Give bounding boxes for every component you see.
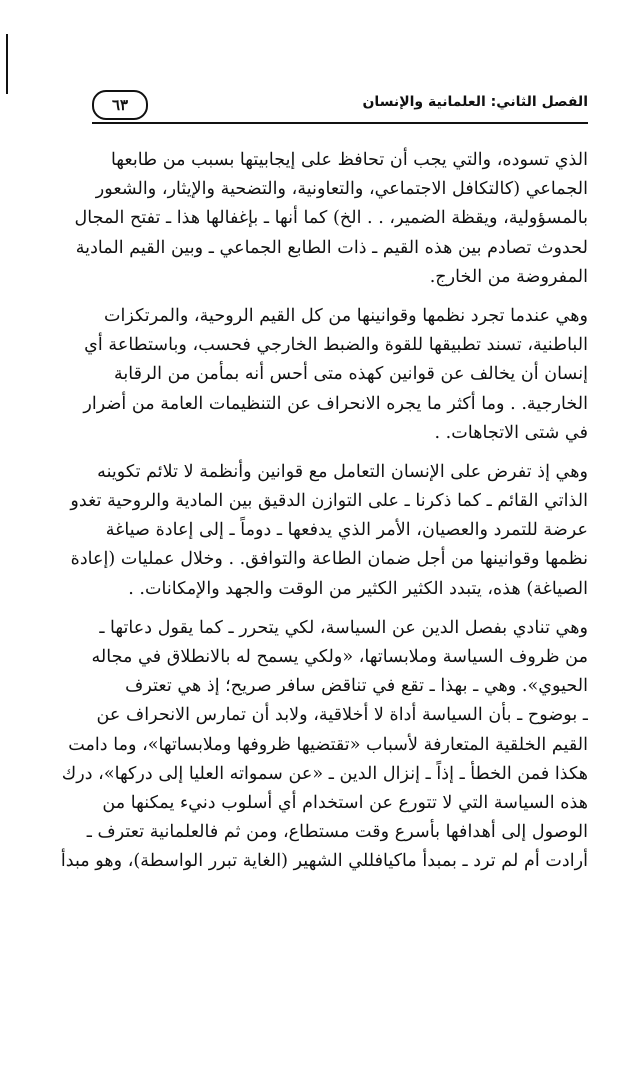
text-line: الحيوي». وهي ـ بهذا ـ تقع في تناقض سافر صريح؛ إذ هي تعترف xyxy=(125,676,588,697)
text-line: المفروضة من الخارج. xyxy=(429,266,588,287)
text-line: بالمسؤولية، ويقظة الضمير، . . الخ) كما أنها ـ بإغفالها هذا ـ تفتح المجال xyxy=(74,208,588,229)
page-header xyxy=(92,90,588,124)
text-line: وهي عندما تجرد نظمها وقوانينها من كل القيم الروحية، والمرتكزات xyxy=(103,305,588,326)
header-divider xyxy=(92,122,588,124)
text-line: نظمها وقوانينها من أجل ضمان الطاعة والتوافق. . وخلال عمليات (إعادة xyxy=(70,549,588,570)
paragraph-2 xyxy=(50,302,588,448)
text-line: القيم الخلقية المتعارفة لأسباب «تقتضيها ظروفها وملابساتها»، وما دامت xyxy=(68,734,588,755)
margin-rule xyxy=(6,34,8,94)
text-line: ـ بوضوح ـ بأن السياسة أداة لا أخلاقية، ولابد أن تمارس الانحراف عن xyxy=(96,705,588,726)
text-line: من ظروف السياسة وملابساتها، «ولكي يسمح له بالانطلاق في مجاله xyxy=(91,647,588,667)
text-line: لحدوث تصادم بين هذه القيم ـ ذات الطابع الجماعي ـ وبين القيم المادية xyxy=(75,237,588,258)
text-line: الذي تسوده، والتي يجب أن تحافظ على إيجابيتها بسبب من طابعها xyxy=(110,150,588,170)
text-line: الصياغة) هذه، يتبدد الكثير الكثير من الوقت والجهد والإمكانات. . xyxy=(128,578,588,599)
text-line: الوصول إلى أهدافها بأسرع وقت مستطاع، ومن ثم فالعلمانية تعترف ـ xyxy=(86,822,588,843)
paragraph-1 xyxy=(50,146,588,292)
text-line: وهي إذ تفرض على الإنسان التعامل مع قوانين وأنظمة لا تلائم تكوينه xyxy=(97,461,588,482)
text-line: أرادت أم لم ترد ـ بمبدأ ماكيافللي الشهير (الغاية تبرر الواسطة)، وهو مبدأ xyxy=(60,851,588,872)
body-text xyxy=(50,146,588,887)
text-line: هذه السياسة التي لا تتورع عن استخدام أي أسلوب دنيء يمكنها من xyxy=(102,792,588,813)
running-title: الفصل الثاني: العلمانية والإنسان xyxy=(362,94,588,110)
paragraph-4 xyxy=(50,614,588,877)
text-line: هكذا فمن الخطأ ـ إذاً ـ إنزال الدين ـ «عن سمواته العليا إلى دركها»، درك xyxy=(61,763,588,784)
paragraph-3 xyxy=(50,458,588,604)
text-line: إنسان أن يخالف عن قوانين كهذه متى أحس أنه بمأمن من الرقابة xyxy=(113,364,588,385)
text-line: عرضة للتمرد والعصيان، الأمر الذي يدفعها ـ دوماً ـ إلى إعادة صياغة xyxy=(105,520,588,541)
text-line: وهي تنادي بفصل الدين عن السياسة، لكي يتحرر ـ كما يقول دعاتها ـ xyxy=(99,617,588,638)
text-line: في شتى الاتجاهات. . xyxy=(434,422,588,443)
text-line: الخارجية. . وما أكثر ما يجره الانحراف عن التنظيمات العامة من أضرار xyxy=(83,393,588,414)
page-number: ٦٣ xyxy=(92,90,148,120)
text-line: الباطنية، تسند تطبيقها للقوة والضبط الخارجي فحسب، وباستطاعة أي xyxy=(84,335,588,356)
text-line: الجماعي (كالتكافل الاجتماعي، والتعاونية، والتضحية والإيثار، والشعور xyxy=(95,179,588,200)
text-line: الذاتي القائم ـ كما ذكرنا ـ على التوازن الدقيق بين المادية والروحية تغدو xyxy=(70,491,588,512)
